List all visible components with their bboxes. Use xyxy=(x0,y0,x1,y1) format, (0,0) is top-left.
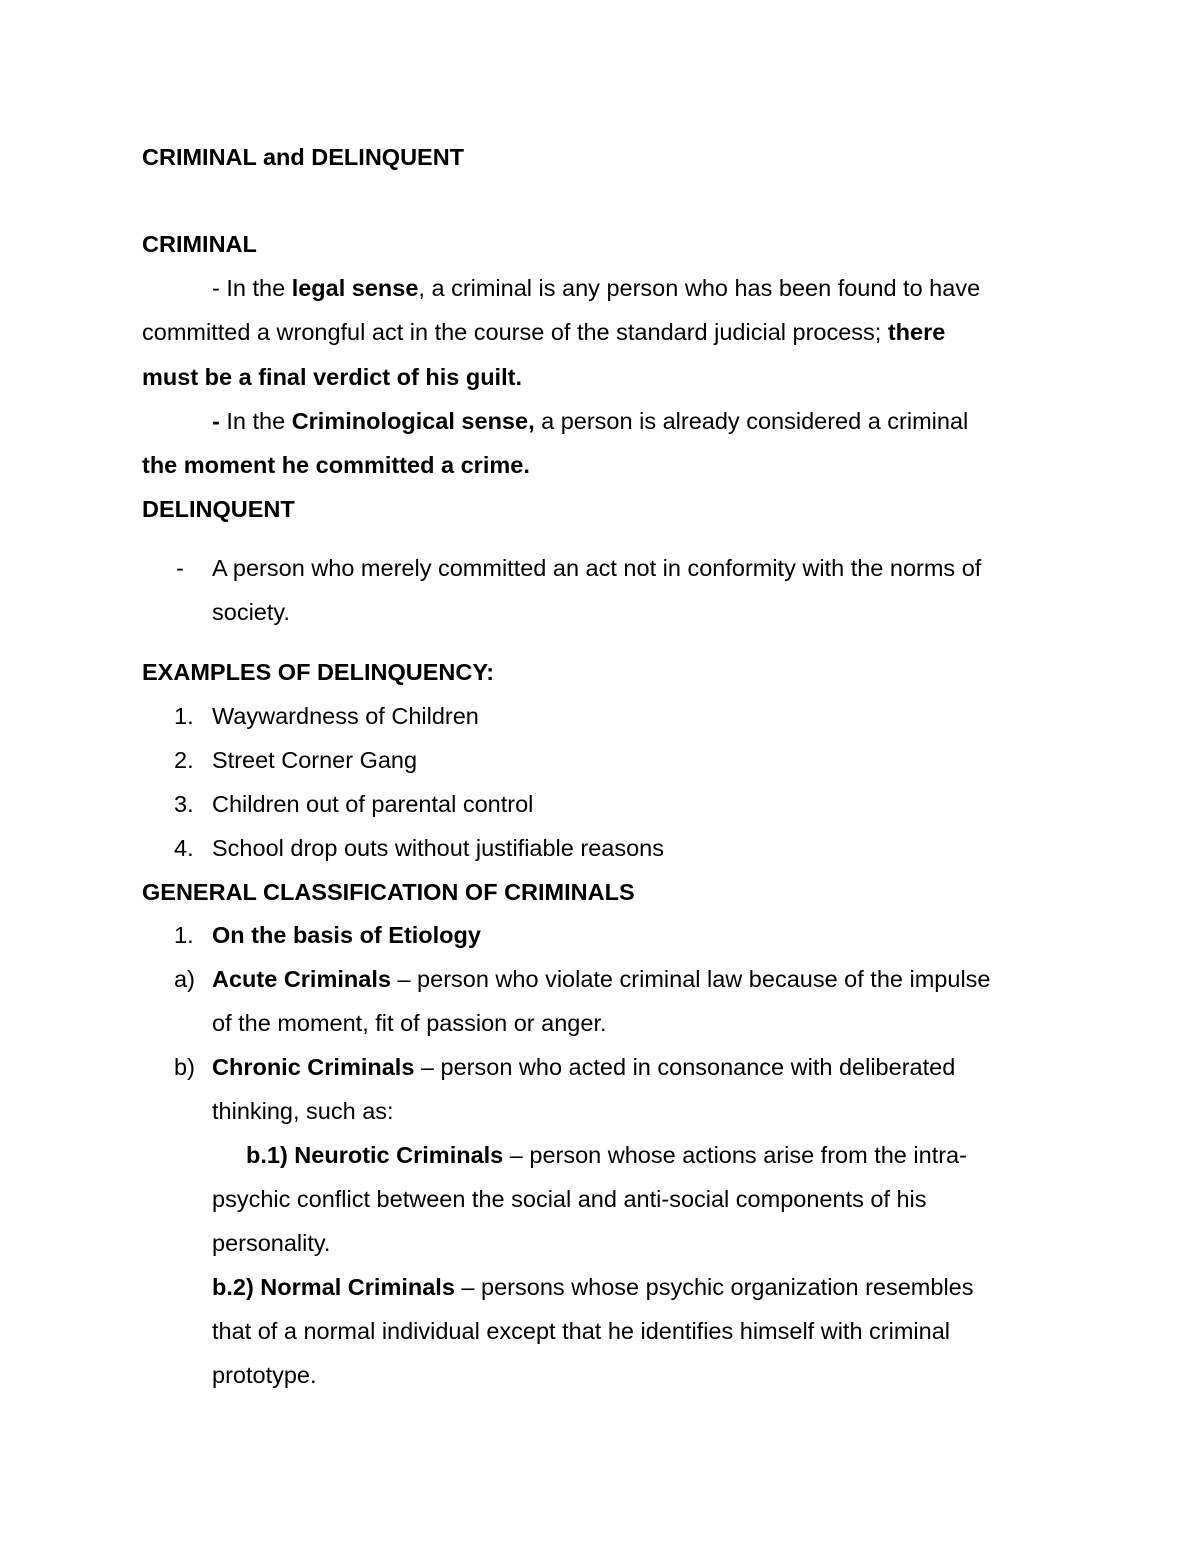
criminological-text-0: In the xyxy=(226,408,292,434)
chronic-definition: – person who acted in consonance with deliberated xyxy=(414,1054,956,1080)
basis-number: 1. xyxy=(174,922,194,948)
criminological-sense-text: a person is already considered a criminal xyxy=(534,408,969,434)
delinquent-definition-line-2: society. xyxy=(212,599,290,625)
example-number-4: 4. xyxy=(174,835,194,861)
example-number-3: 3. xyxy=(174,791,194,817)
delinquent-heading: DELINQUENT xyxy=(142,496,295,522)
normal-definition: – persons whose psychic organization resembles xyxy=(454,1274,974,1300)
example-item-4: School drop outs without justifiable reasons xyxy=(212,835,664,861)
delinquent-bullet: - xyxy=(176,555,184,581)
delinquent-definition-line-1: A person who merely committed an act not in conformity with the norms of xyxy=(212,555,982,581)
acute-marker: a) xyxy=(174,966,195,992)
legal-prefix: - In the xyxy=(212,275,292,301)
chronic-line-1 xyxy=(212,1052,955,1082)
legal-sense-bold-2: there xyxy=(887,319,946,345)
basis-etiology: On the basis of Etiology xyxy=(212,922,481,948)
classification-heading: GENERAL CLASSIFICATION OF CRIMINALS xyxy=(142,879,635,905)
example-item-3: Children out of parental control xyxy=(212,791,534,817)
criminological-sense-line-2: the moment he committed a crime. xyxy=(142,452,530,478)
legal-sense-term: legal sense xyxy=(291,275,419,301)
example-item-2: Street Corner Gang xyxy=(212,747,418,773)
acute-term: Acute Criminals xyxy=(212,966,391,992)
neurotic-definition: – person whose actions arise from the intra- xyxy=(503,1142,967,1168)
normal-line-2: that of a normal individual except that he identifies himself with criminal xyxy=(212,1318,951,1344)
criminological-sense-term: Criminological sense, xyxy=(291,408,535,434)
legal-sense-line-1 xyxy=(212,273,980,303)
normal-term: b.2) Normal Criminals xyxy=(212,1274,455,1300)
chronic-line-2: thinking, such as: xyxy=(212,1098,394,1124)
acute-line-1 xyxy=(212,964,990,994)
criminal-heading: CRIMINAL xyxy=(142,231,257,257)
criminological-prefix: - xyxy=(212,408,227,434)
legal-sense-line-3: must be a final verdict of his guilt. xyxy=(142,364,522,390)
neurotic-line-1 xyxy=(246,1140,967,1170)
example-number-2: 2. xyxy=(174,747,194,773)
legal-sense-text-2: committed a wrongful act in the course of the standard judicial process; xyxy=(142,319,888,345)
normal-line-3: prototype. xyxy=(212,1362,317,1388)
legal-sense-text: , a criminal is any person who has been found to have xyxy=(418,275,981,301)
criminological-sense-line-1 xyxy=(212,406,968,436)
neurotic-line-2: psychic conflict between the social and anti-social components of his xyxy=(212,1186,927,1212)
document-title: CRIMINAL and DELINQUENT xyxy=(142,144,465,170)
examples-heading: EXAMPLES OF DELINQUENCY: xyxy=(142,659,495,685)
neurotic-line-3: personality. xyxy=(212,1230,331,1256)
legal-sense-line-2 xyxy=(142,317,945,347)
normal-line-1 xyxy=(212,1272,973,1302)
example-item-1: Waywardness of Children xyxy=(212,703,479,729)
chronic-marker: b) xyxy=(174,1054,195,1080)
example-number-1: 1. xyxy=(174,703,194,729)
chronic-term: Chronic Criminals xyxy=(212,1054,415,1080)
acute-definition: – person who violate criminal law because of the impulse xyxy=(390,966,991,992)
neurotic-term: b.1) Neurotic Criminals xyxy=(246,1142,504,1168)
acute-line-2: of the moment, fit of passion or anger. xyxy=(212,1010,607,1036)
